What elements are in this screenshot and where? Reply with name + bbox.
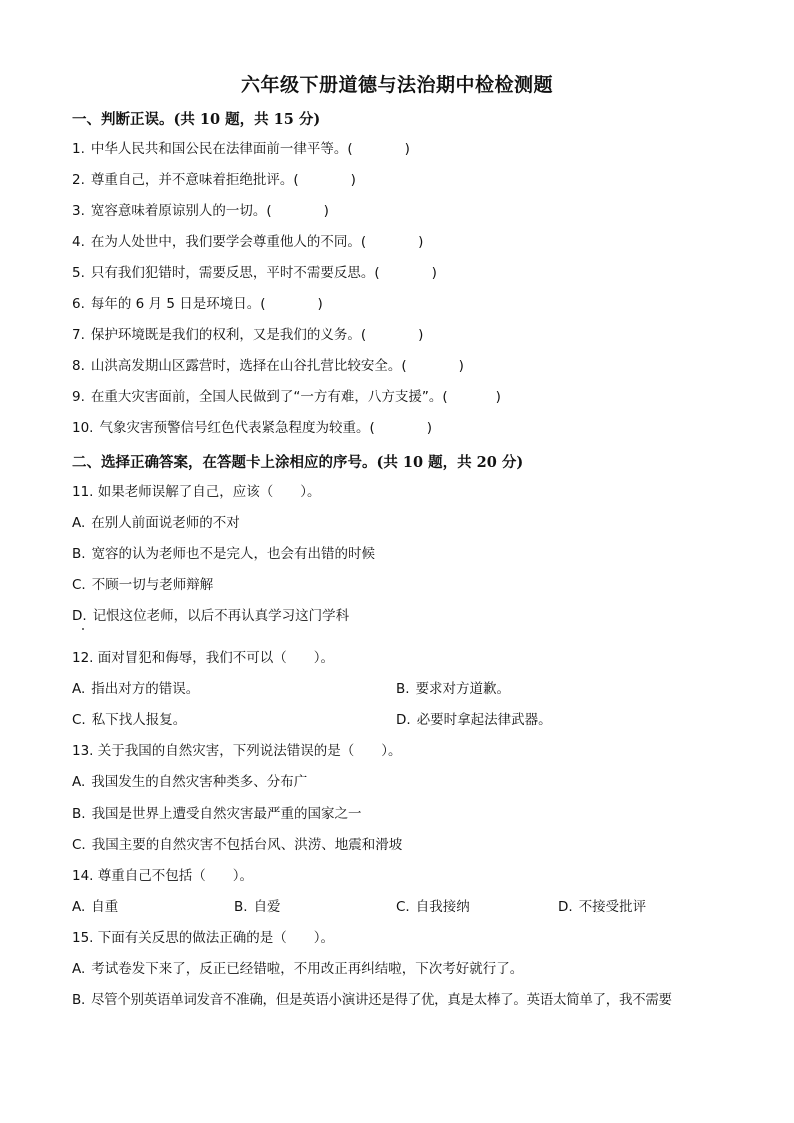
question-12-option-a: A. 指出对方的错误。 xyxy=(72,681,200,697)
question-4: 4. 在为人处世中，我们要学会尊重他人的不同。( ) xyxy=(72,234,424,250)
question-14-stem: 14. 尊重自己不包括（ ）。 xyxy=(72,868,254,884)
question-6: 6. 每年的 6 月 5 日是环境日。( ) xyxy=(72,296,323,312)
question-14-option-a: A. 自重 xyxy=(72,899,119,915)
question-14-option-c: C. 自我接纳 xyxy=(396,899,470,915)
question-12-option-d: D. 必要时拿起法律武器。 xyxy=(396,712,552,728)
question-15-option-b: B. 尽管个别英语单词发音不准确，但是英语小演讲还是得了优，真是太棒了。英语太简单了，我不需要 xyxy=(72,992,672,1008)
question-5: 5. 只有我们犯错时，需要反思，平时不需要反思。( ) xyxy=(72,265,437,281)
question-12-option-b: B. 要求对方道歉。 xyxy=(396,681,511,697)
question-11-option-d: D. 记恨这位老师，以后不再认真学习这门学科 xyxy=(72,608,350,624)
question-13-option-b: B. 我国是世界上遭受自然灾害最严重的国家之一 xyxy=(72,806,362,822)
question-11-option-c: C. 不顾一切与老师辩解 xyxy=(72,577,214,593)
question-15-stem: 15. 下面有关反思的做法正确的是（ ）。 xyxy=(72,930,335,946)
section-heading-true-false: 一、判断正误。(共 10 题，共 15 分) xyxy=(72,111,321,128)
page-title: 六年级下册道德与法治期中检检测题 xyxy=(240,74,553,96)
question-2: 2. 尊重自己，并不意味着拒绝批评。( ) xyxy=(72,172,356,188)
question-11-stem: 11. 如果老师误解了自己，应该（ ）。 xyxy=(72,484,321,500)
question-10: 10. 气象灾害预警信号红色代表紧急程度为较重。( ) xyxy=(72,420,433,436)
question-11-option-b: B. 宽容的认为老师也不是完人，也会有出错的时候 xyxy=(72,546,376,562)
question-9: 9. 在重大灾害面前，全国人民做到了“一方有难，八方支援”。( ) xyxy=(72,389,501,405)
question-14-option-d: D. 不接受批评 xyxy=(558,899,647,915)
question-1: 1. 中华人民共和国公民在法律面前一律平等。( ) xyxy=(72,141,410,157)
question-8: 8. 山洪高发期山区露营时，选择在山谷扎营比较安全。( ) xyxy=(72,358,464,374)
question-12-option-c: C. 私下找人报复。 xyxy=(72,712,187,728)
question-12-stem: 12. 面对冒犯和侮辱，我们不可以（ ）。 xyxy=(72,650,335,666)
question-13-option-a: A. 我国发生的自然灾害种类多、分布广 xyxy=(72,774,308,790)
question-11-option-a: A. 在别人前面说老师的不对 xyxy=(72,515,240,531)
question-13-stem: 13. 关于我国的自然灾害，下列说法错误的是（ ）。 xyxy=(72,743,402,759)
question-7: 7. 保护环境既是我们的权利，又是我们的义务。( ) xyxy=(72,327,424,343)
question-13-option-c: C. 我国主要的自然灾害不包括台风、洪涝、地震和滑坡 xyxy=(72,837,403,853)
section-heading-multiple-choice: 二、选择正确答案，在答题卡上涂相应的序号。(共 10 题，共 20 分) xyxy=(72,454,524,471)
question-14-option-b: B. 自爱 xyxy=(234,899,281,915)
question-15-option-a: A. 考试卷发下来了，反正已经错啦，不用改正再纠结啦，下次考好就行了。 xyxy=(72,961,524,977)
stray-dot-mark xyxy=(82,628,84,630)
question-3: 3. 宽容意味着原谅别人的一切。( ) xyxy=(72,203,329,219)
